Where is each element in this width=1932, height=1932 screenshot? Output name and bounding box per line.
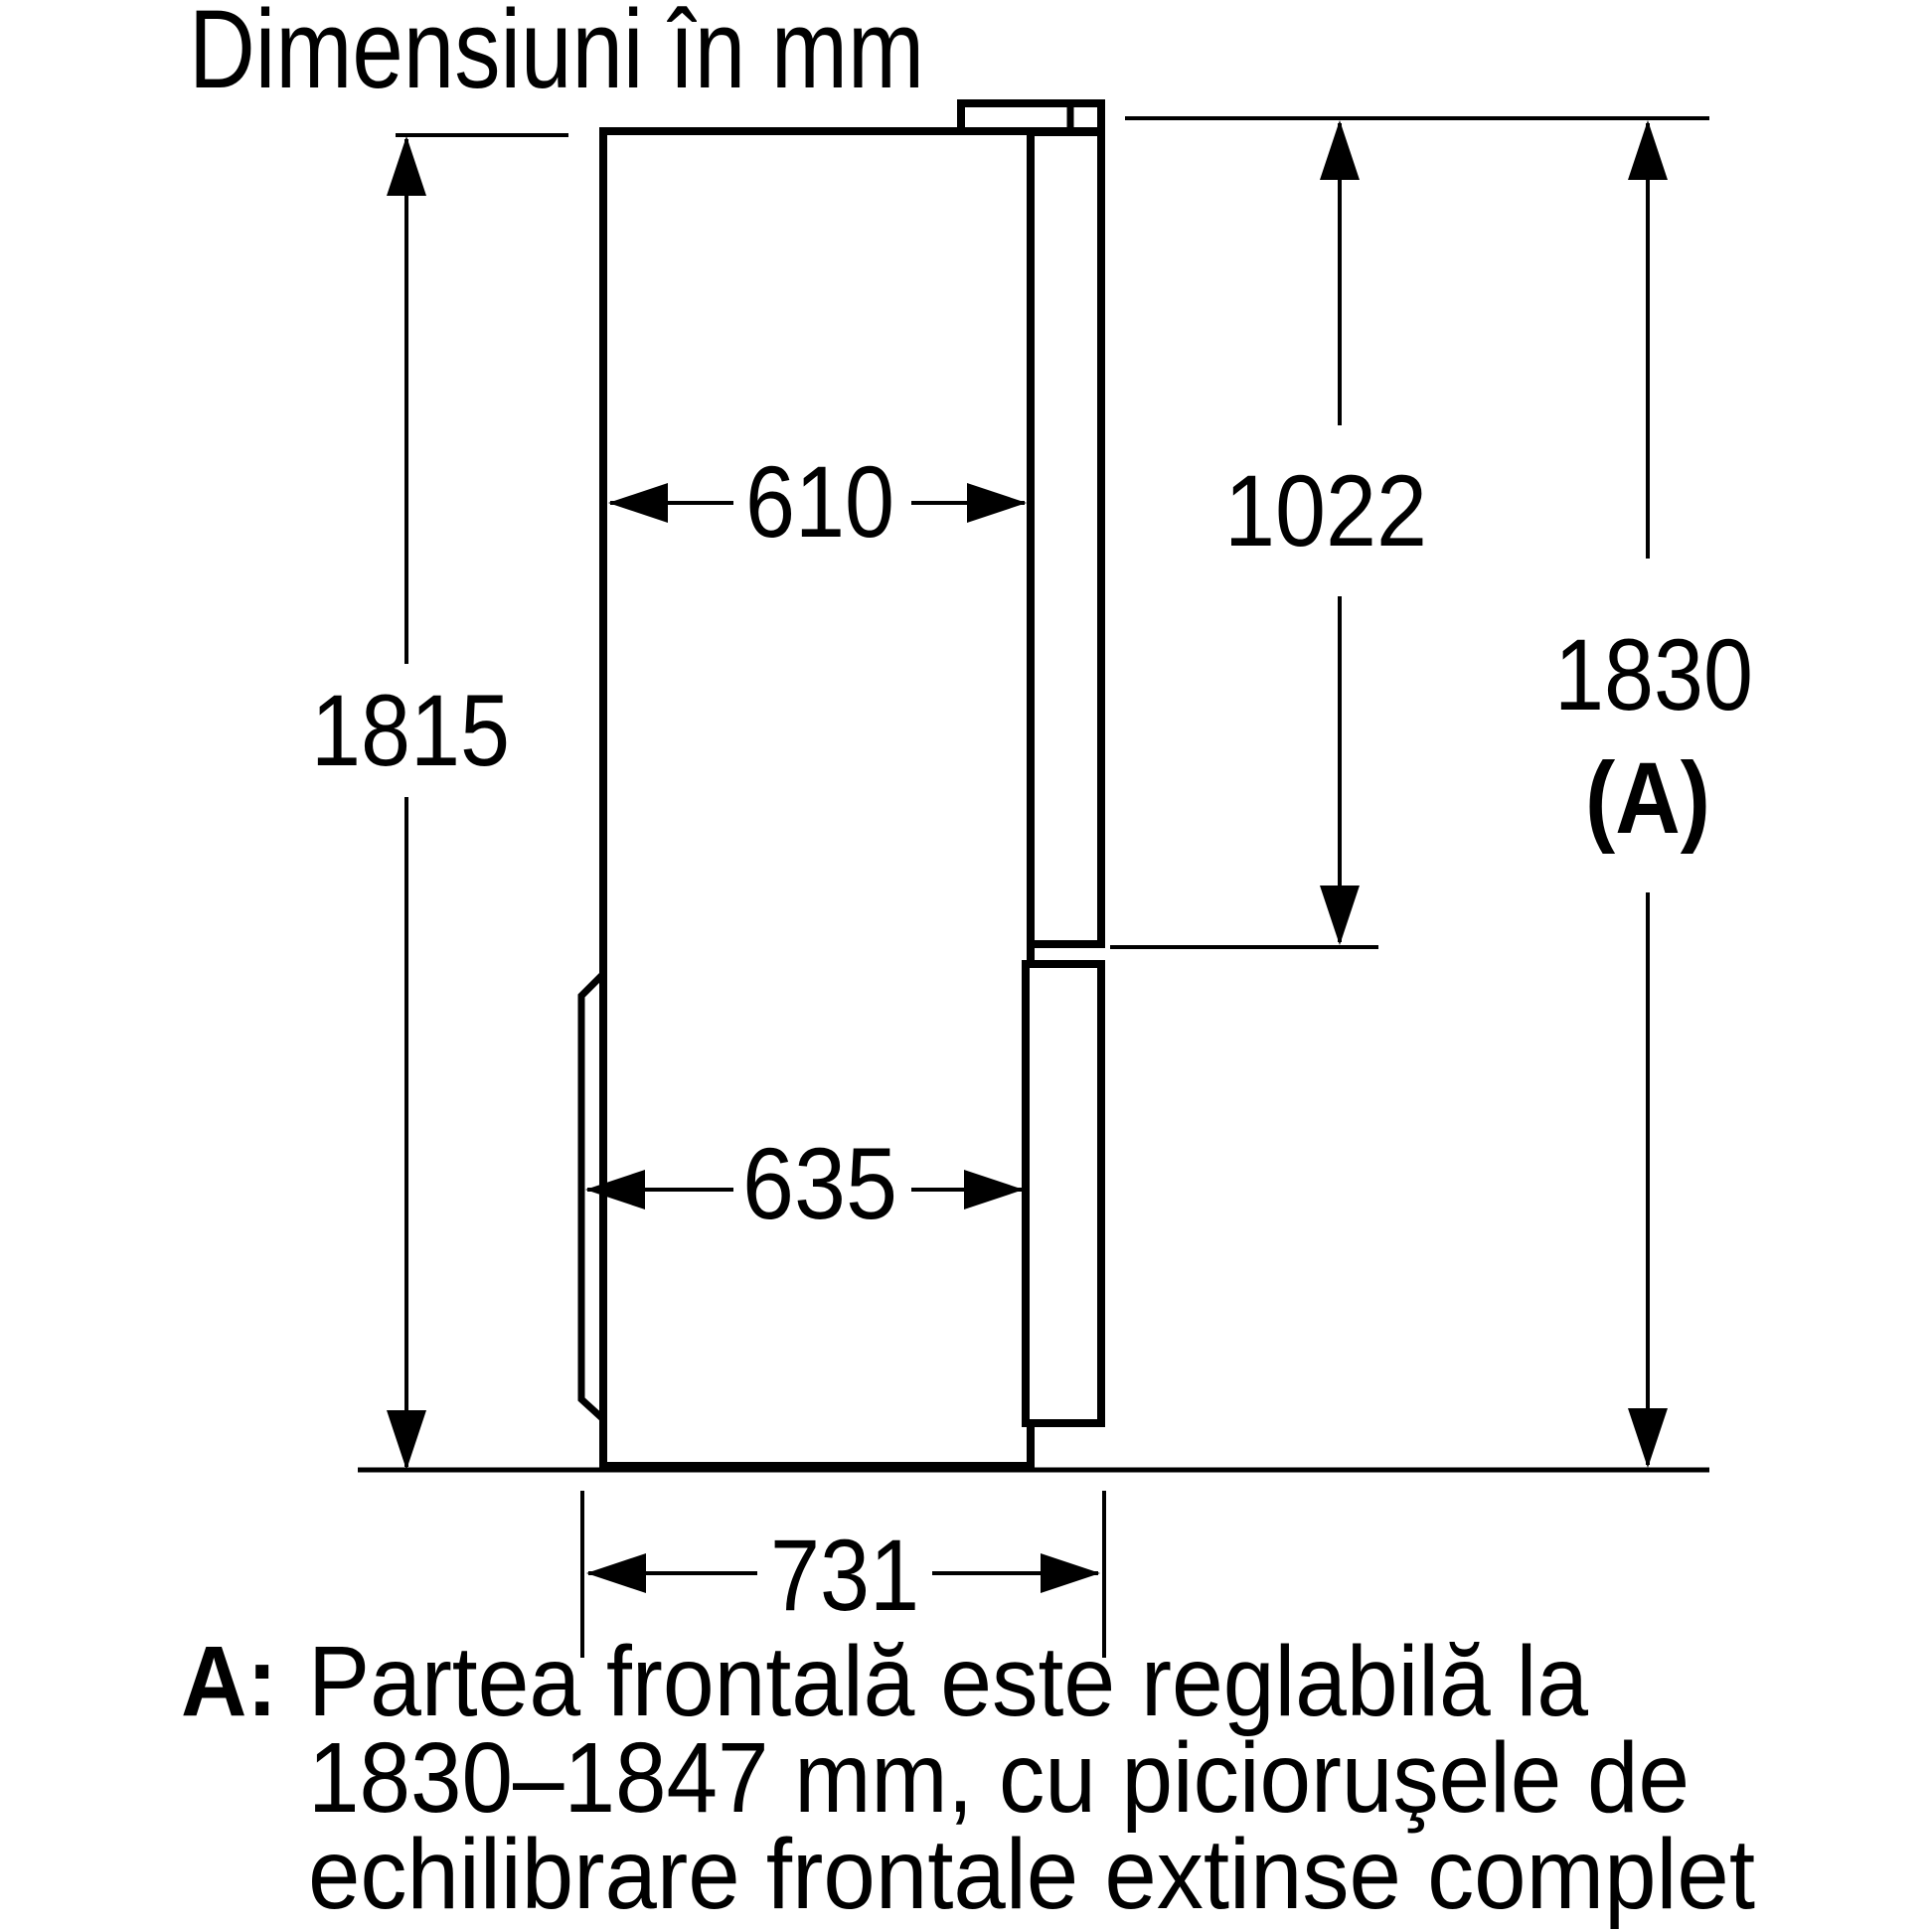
dim-label-overall-height: 1830 <box>1554 618 1753 731</box>
top-hinge-cap <box>961 103 1101 131</box>
dim-label-overall-depth: 731 <box>770 1519 919 1632</box>
arrow-right-731 <box>1041 1553 1100 1593</box>
dim-label-upper-door-height: 1022 <box>1224 454 1427 567</box>
dim-label-lower-depth: 635 <box>742 1127 897 1240</box>
footnote-line-2: 1830–1847 mm, cu picioruşele de <box>308 1722 1690 1834</box>
page-title: Dimensiuni în mm <box>189 0 924 111</box>
dim-label-body-height: 1815 <box>311 674 510 787</box>
footnote-line-3: echilibrare frontale extinse complet <box>308 1819 1756 1930</box>
arrow-left-731 <box>586 1553 646 1593</box>
footnote-line-1: Partea frontală este reglabilă la <box>308 1626 1589 1737</box>
lower-door-panel <box>1026 964 1101 1423</box>
arrow-up-1815 <box>387 136 426 196</box>
dim-label-overall-height-ref: (A) <box>1585 741 1710 855</box>
dim-label-top-depth: 610 <box>745 445 894 559</box>
arrow-up-1022 <box>1320 120 1360 180</box>
upper-door-panel <box>1031 132 1101 944</box>
footnote-marker: A: <box>181 1626 277 1737</box>
fridge-cabinet-outline <box>603 131 1031 1466</box>
arrow-up-1830 <box>1628 120 1668 180</box>
arrow-down-1022 <box>1320 886 1360 945</box>
arrow-down-1830 <box>1628 1408 1668 1468</box>
arrow-down-1815 <box>387 1410 426 1470</box>
